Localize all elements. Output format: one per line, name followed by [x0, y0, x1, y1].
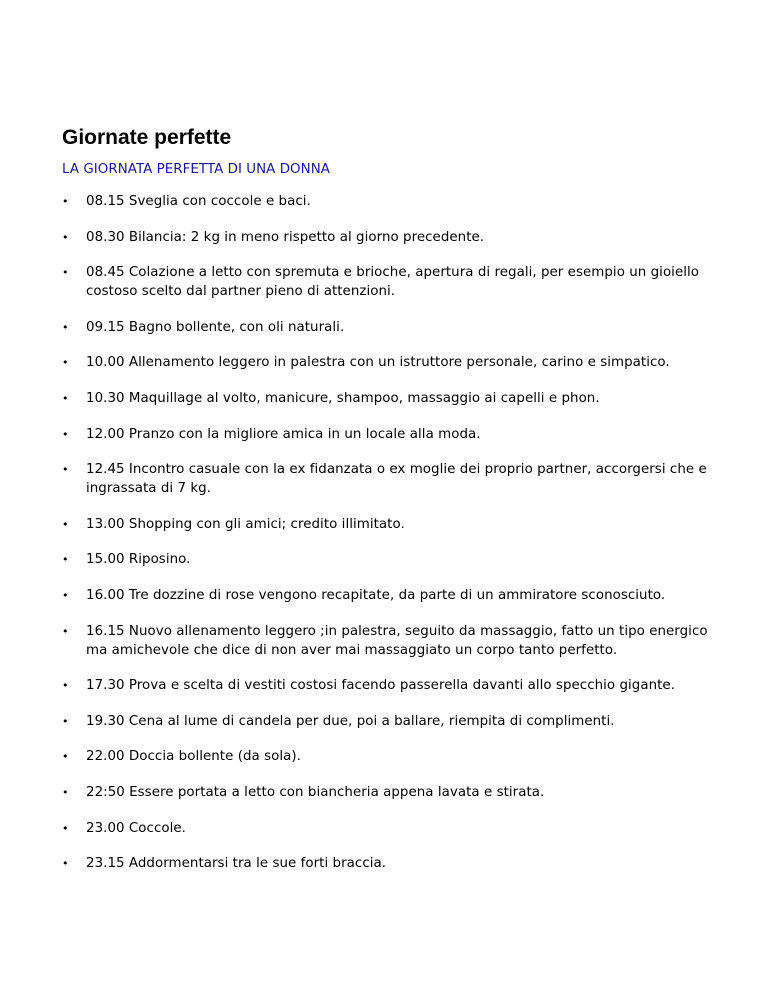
schedule-list	[62, 192, 712, 873]
list-item	[62, 318, 712, 337]
list-item-text: 16.15 Nuovo allenamento leggero ;in palestra, seguito da massaggio, fatto un tipo energico ma amichevole che dice di non aver mai massaggiato un corpo tanto perfetto.	[86, 623, 708, 658]
page-subtitle: LA GIORNATA PERFETTA DI UNA DONNA	[62, 162, 330, 177]
bullet-icon: •	[62, 391, 69, 405]
list-item	[62, 783, 712, 802]
list-item	[62, 425, 712, 444]
list-item-text: 15.00 Riposino.	[86, 552, 191, 568]
page-title: Giornate perfette	[62, 126, 232, 149]
list-item	[62, 712, 712, 731]
list-item-text: 23.00 Coccole.	[86, 820, 186, 836]
list-item-text: 10.00 Allenamento leggero in palestra con un istruttore personale, carino e simpatico.	[86, 355, 670, 371]
list-item-text: 13.00 Shopping con gli amici; credito illimitato.	[86, 516, 405, 532]
list-item-text: 23.15 Addormentarsi tra le sue forti braccia.	[86, 856, 387, 872]
list-item-text: 17.30 Prova e scelta di vestiti costosi facendo passerella davanti allo specchio gigante.	[86, 678, 676, 694]
bullet-icon: •	[62, 785, 69, 799]
bullet-icon: •	[62, 427, 69, 441]
list-item	[62, 228, 712, 247]
bullet-icon: •	[62, 821, 69, 835]
list-item	[62, 353, 712, 372]
list-item-text: 10.30 Maquillage al volto, manicure, shampoo, massaggio ai capelli e phon.	[86, 390, 600, 406]
list-item	[62, 819, 712, 838]
list-item-text: 12.45 Incontro casuale con la ex fidanzata o ex moglie dei proprio partner, accorgersi che e ingrassata di 7 kg.	[86, 462, 707, 497]
list-item-text: 12.00 Pranzo con la migliore amica in un locale alla moda.	[86, 426, 481, 442]
list-item-text: 08.30 Bilancia: 2 kg in meno rispetto al giorno precedente.	[86, 229, 485, 245]
bullet-icon: •	[62, 266, 69, 280]
list-item	[62, 550, 712, 569]
list-item	[62, 192, 712, 211]
bullet-icon: •	[62, 463, 69, 477]
list-item-text: 08.15 Sveglia con coccole e baci.	[86, 194, 311, 209]
bullet-icon: •	[62, 679, 69, 693]
bullet-icon: •	[62, 553, 69, 567]
bullet-icon: •	[62, 517, 69, 531]
list-item	[62, 389, 712, 408]
list-item	[62, 676, 712, 695]
list-item-text: 22.00 Doccia bollente (da sola).	[86, 749, 301, 765]
bullet-icon: •	[62, 195, 69, 208]
bullet-icon: •	[62, 714, 69, 728]
list-item	[62, 854, 712, 873]
list-item-text: 16.00 Tre dozzine di rose vengono recapitate, da parte di un ammiratore sconosciuto.	[86, 587, 666, 603]
list-item	[62, 460, 712, 498]
list-item	[62, 586, 712, 605]
list-item-text: 22:50 Essere portata a letto con biancheria appena lavata e stirata.	[86, 784, 545, 800]
list-item-text: 08.45 Colazione a letto con spremuta e brioche, apertura di regali, per esempio un gioiello costoso scelto dal partner pieno di attenzioni.	[86, 265, 700, 300]
list-item	[62, 515, 712, 534]
bullet-icon: •	[62, 356, 69, 370]
list-item	[62, 622, 712, 660]
list-item	[62, 747, 712, 766]
bullet-icon: •	[62, 320, 69, 334]
bullet-icon: •	[62, 230, 69, 244]
list-item	[62, 263, 712, 301]
bullet-icon: •	[62, 750, 69, 764]
bullet-icon: •	[62, 624, 69, 638]
bullet-icon: •	[62, 588, 69, 602]
bullet-icon: •	[62, 857, 69, 871]
document-page	[62, 124, 712, 890]
list-item-text: 19.30 Cena al lume di candela per due, poi a ballare, riempita di complimenti.	[86, 713, 615, 729]
list-item-text: 09.15 Bagno bollente, con oli naturali.	[86, 319, 345, 335]
